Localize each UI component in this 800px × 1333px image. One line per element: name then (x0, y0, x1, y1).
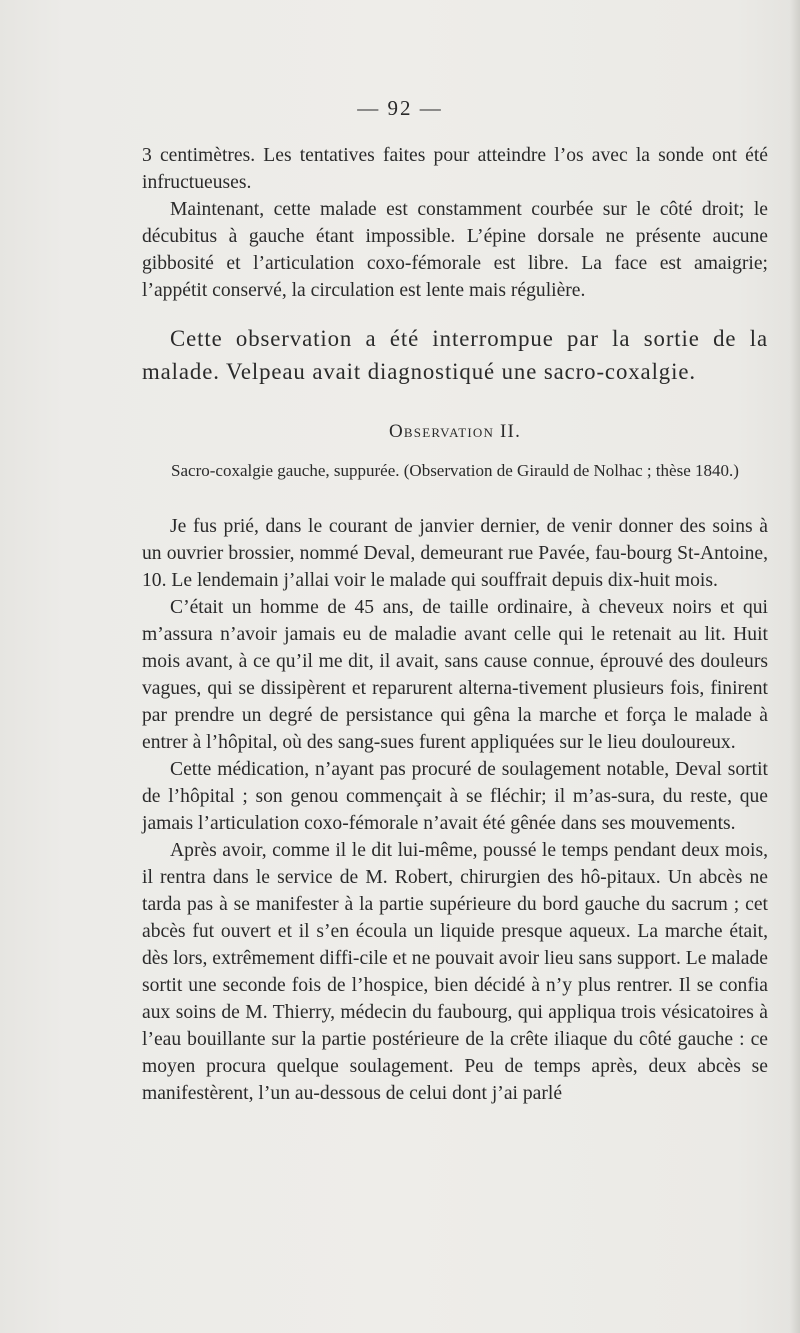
page-edge-shadow (790, 0, 800, 1333)
observation-title: Observation II. (388, 421, 522, 442)
paragraph: Maintenant, cette malade est constamment courbée sur le côté droit; le décubitus à gauche étant impossible. L’épine dorsale ne présente aucune gibbosité et l’articulation coxo-fémorale est libre. La face est amaigrie; l’appétit conservé, la circulation est lente mais régulière. (142, 199, 768, 301)
page-number: — 92 — (357, 96, 443, 120)
paragraph-continuation: 3 centimètres. Les tentatives faites pour atteindre l’os avec la sonde ont été infructueuses. (142, 145, 768, 193)
paragraph: C’était un homme de 45 ans, de taille ordinaire, à cheveux noirs et qui m’assura n’avoir jamais eu de maladie avant celle qui le retenait au lit. Huit mois avant, à ce qu’il me dit, il avait, sans cause connue, éprouvé des douleurs vagues, qui se dissipèrent et reparurent alterna-tivement plusieurs fois, finirent par prendre un degré de persistance qui gêna la marche et força le malade à entrer à l’hôpital, où des sang-sues furent appliquées sur le lieu douloureux. (142, 597, 768, 753)
observation-summary: Sacro-coxalgie gauche, suppurée. (Observation de Girauld de Nolhac ; thèse 1840.) (171, 461, 739, 480)
paragraph: Après avoir, comme il le dit lui-même, poussé le temps pendant deux mois, il rentra dans le service de M. Robert, chirurgien des hô-pitaux. Un abcès ne tarda pas à se manifester à la partie supérieure du bord gauche du sacrum ; cet abcès fut ouvert et il s’en écoula un liquide presque aqueux. La marche était, dès lors, extrêmement diffi-cile et ne pouvait avoir lieu sans support. Le malade sortit une seconde fois de l’hospice, bien décidé à n’y plus rentrer. Il se confia aux soins de M. Thierry, médecin du faubourg, qui appliqua trois vésicatoires à l’eau bouillante sur la partie postérieure de la crête iliaque du côté gauche : ce moyen procura quelque soulagement. Peu de temps après, deux abcès se manifestèrent, l’un au-dessous de celui dont j’ai parlé (142, 840, 768, 1104)
paragraph: Cette médication, n’ayant pas procuré de soulagement notable, Deval sortit de l’hôpital ; son genou commençait à se fléchir; il m’as-sura, du reste, que jamais l’articulation coxo-fémorale n’avait été gênée dans ses mouvements. (142, 759, 768, 834)
paragraph: Je fus prié, dans le courant de janvier dernier, de venir donner des soins à un ouvrier brossier, nommé Deval, demeurant rue Pavée, fau-bourg St-Antoine, 10. Le lendemain j’allai voir le malade qui souffrait depuis dix-huit mois. (142, 516, 768, 591)
page-content (142, 142, 768, 1107)
interruption-note: Cette observation a été interrompue par la sortie de la malade. Velpeau avait diagnostiqué une sacro-coxalgie. (142, 326, 768, 384)
